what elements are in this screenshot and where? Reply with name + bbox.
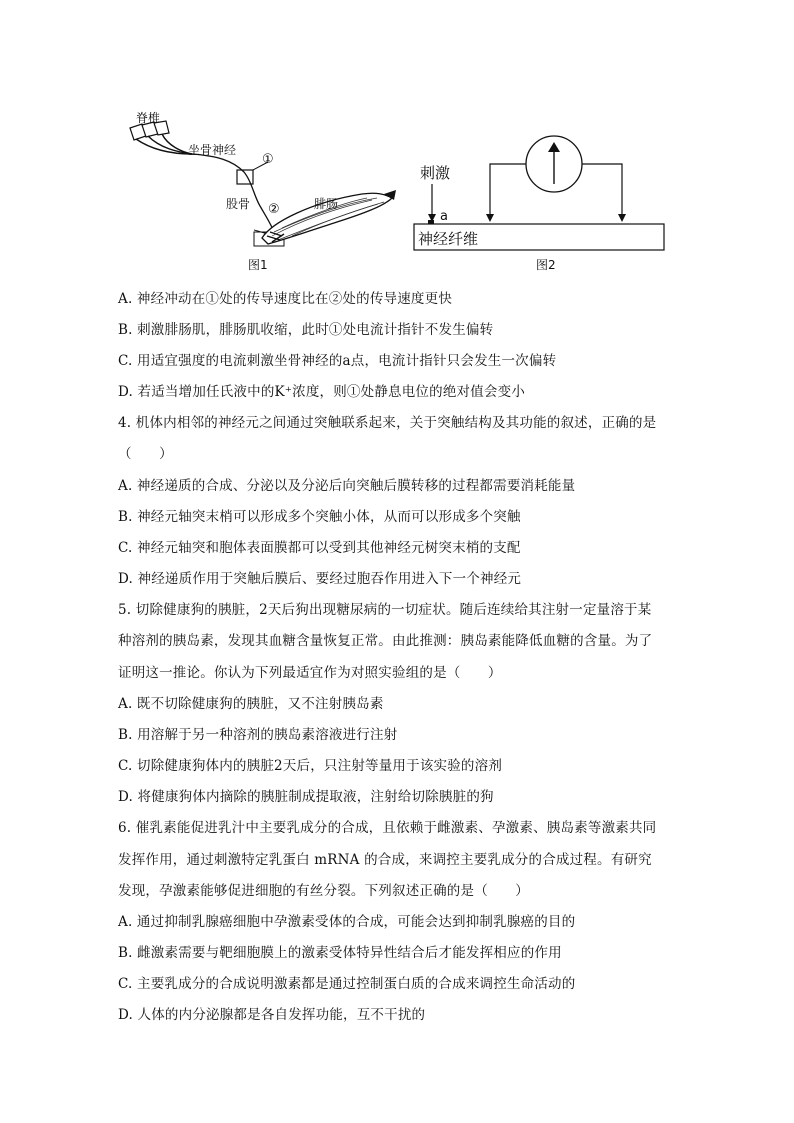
- option-6a: A. 通过抑制乳腺癌细胞中孕激素受体的合成，可能会达到抑制乳腺癌的目的: [118, 914, 576, 930]
- question-5-stem-3: 证明这一推论。你认为下列最适宜作为对照实验组的是（ ）: [118, 665, 502, 681]
- option-5a: A. 既不切除健康狗的胰脏，又不注射胰岛素: [118, 696, 384, 712]
- option-5c: C. 切除健康狗体内的胰脏2天后，只注射等量用于该实验的溶剂: [118, 758, 503, 774]
- option-3b: B. 刺激腓肠肌，腓肠肌收缩，此时①处电流计指针不发生偏转: [118, 322, 494, 338]
- point-1-label: ①: [262, 152, 274, 167]
- question-4-stem: 4. 机体内相邻的神经元之间通过突触联系起来，关于突触结构及其功能的叙述，正确的是: [118, 415, 657, 431]
- figure-1-drawing: [122, 110, 412, 270]
- option-4d: D. 神经递质作用于突触后膜后、要经过胞吞作用进入下一个神经元: [118, 571, 522, 587]
- question-6-stem-3: 发现，孕激素能够促进细胞的有丝分裂。下列叙述正确的是（ ）: [118, 883, 529, 899]
- option-3c: C. 用适宜强度的电流刺激坐骨神经的a点，电流计指针只会发生一次偏转: [118, 353, 557, 369]
- point-1-box: [237, 170, 253, 184]
- stimulus-label: 刺激: [420, 164, 451, 182]
- option-5d: D. 将健康狗体内摘除的胰脏制成提取液，注射给切除胰脏的狗: [118, 789, 494, 805]
- gastrocnemius-label: 腓肠: [314, 197, 339, 211]
- spine-label: 脊椎: [136, 111, 161, 125]
- figure-1-caption: 图1: [248, 258, 268, 272]
- option-5b: B. 用溶解于另一种溶剂的胰岛素溶液进行注射: [118, 727, 398, 743]
- option-6c: C. 主要乳成分的合成说明激素都是通过控制蛋白质的合成来调控生命活动的: [118, 976, 576, 992]
- sciatic-nerve-label: 坐骨神经: [188, 143, 237, 157]
- option-3d: D. 若适当增加任氏液中的K⁺浓度，则①处静息电位的绝对值会变小: [118, 384, 526, 400]
- figure-2-caption: 图2: [536, 258, 556, 272]
- point-2-label: ②: [268, 202, 280, 217]
- option-4b: B. 神经元轴突末梢可以形成多个突触小体，从而可以形成多个突触: [118, 509, 521, 525]
- figure-2-drawing: [412, 128, 672, 268]
- option-6b: B. 雌激素需要与靶细胞膜上的激素受体特异性结合后才能发挥相应的作用: [118, 945, 562, 961]
- figure-1: [122, 110, 412, 270]
- question-6-stem-1: 6. 催乳素能促进乳汁中主要乳成分的合成，且依赖于雌激素、孕激素、胰岛素等激素共同: [118, 820, 657, 836]
- nerve-fiber-label: 神经纤维: [418, 230, 479, 248]
- question-6-stem-2: 发挥作用，通过刺激特定乳蛋白 mRNA 的合成，来调控主要乳成分的合成过程。有研究: [118, 852, 652, 868]
- question-4-bracket: （ ）: [118, 446, 173, 462]
- option-3a: A. 神经冲动在①处的传导速度比在②处的传导速度更快: [118, 291, 453, 307]
- option-4a: A. 神经递质的合成、分泌以及分泌后向突触后膜转移的过程都需要消耗能量: [118, 478, 576, 494]
- option-4c: C. 神经元轴突和胞体表面膜都可以受到其他神经元树突末梢的支配: [118, 540, 521, 556]
- femur-label: 股骨: [226, 197, 251, 211]
- question-5-stem-1: 5. 切除健康狗的胰脏，2天后狗出现糖尿病的一切症状。随后连续给其注射一定量溶于某: [118, 602, 652, 618]
- point-a-label: a: [440, 209, 448, 224]
- question-5-stem-2: 种溶剂的胰岛素，发现其血糖含量恢复正常。由此推测：胰岛素能降低血糖的含量。为了: [118, 633, 653, 649]
- option-6d: D. 人体的内分泌腺都是各自发挥功能，互不干扰的: [118, 1007, 426, 1023]
- figure-2: [412, 128, 672, 272]
